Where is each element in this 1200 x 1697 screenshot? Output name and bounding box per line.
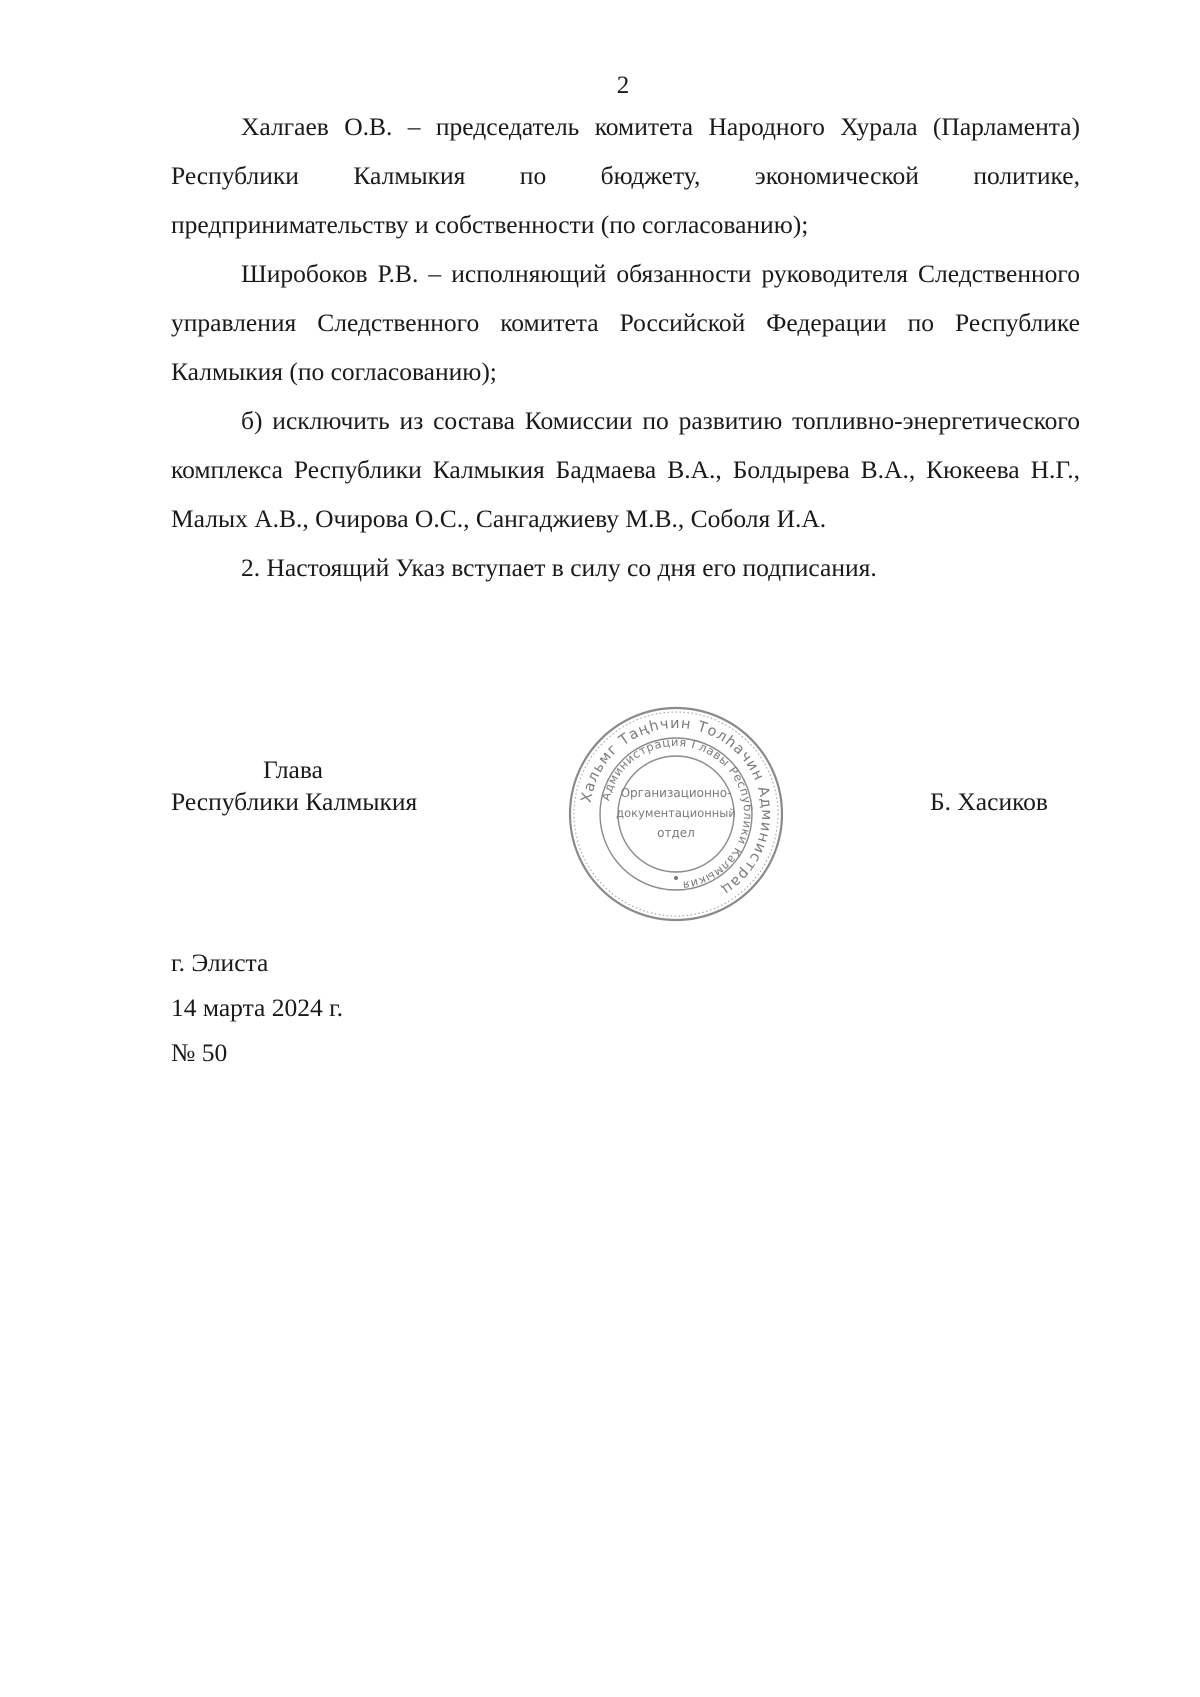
seal-dot: [674, 876, 678, 880]
footer-city: г. Элиста: [171, 948, 269, 977]
paragraph-effective-clause: 2. Настоящий Указ вступает в силу со дня его подписания.: [241, 553, 877, 582]
signatory-name: Б. Хасиков: [930, 787, 1048, 816]
signatory-title: [171, 754, 471, 818]
official-seal: [566, 704, 786, 924]
seal-outer-text: Хальмг Таңһчин Толһачин Администрац: [578, 715, 775, 899]
seal-center-line1: Организационно-: [620, 786, 732, 800]
seal-inner-text: Администрация Главы Республики Калмыкия: [598, 734, 756, 893]
footer-date: 14 марта 2024 г.: [171, 993, 344, 1022]
seal-graphic: [566, 704, 786, 924]
page-number: 2: [616, 72, 630, 99]
footer-number: № 50: [171, 1038, 228, 1067]
signatory-title-line1: Глава: [263, 755, 323, 784]
paragraph-exclusion-list: б) исключить из состава Комиссии по развитию топливно-энергетического комплекса Республики Калмыкия Бадмаева В.А., Болдырева В.А., Кюкеева Н.Г., Малых А.В., Очирова О.С., Сангаджиеву М.В., Соболя И.А.: [171, 406, 1080, 533]
paragraph-khalgaev: Халгаев О.В. – председатель комитета Народного Хурала (Парламента) Республики Калмыкия по бюджету, экономической политике, предпринимательству и собственности (по согласованию);: [171, 112, 1080, 239]
seal-center-line3: отдел: [657, 826, 695, 840]
document-body: [171, 102, 1080, 592]
paragraph-shirobokov: Широбоков Р.В. – исполняющий обязанности руководителя Следственного управления Следственного комитета Российской Федерации по Республике Калмыкия (по согласованию);: [171, 259, 1080, 386]
seal-center-line2: документационный: [616, 806, 736, 820]
document-footer: [171, 940, 343, 1075]
signatory-title-line2: Республики Калмыкия: [171, 787, 418, 816]
